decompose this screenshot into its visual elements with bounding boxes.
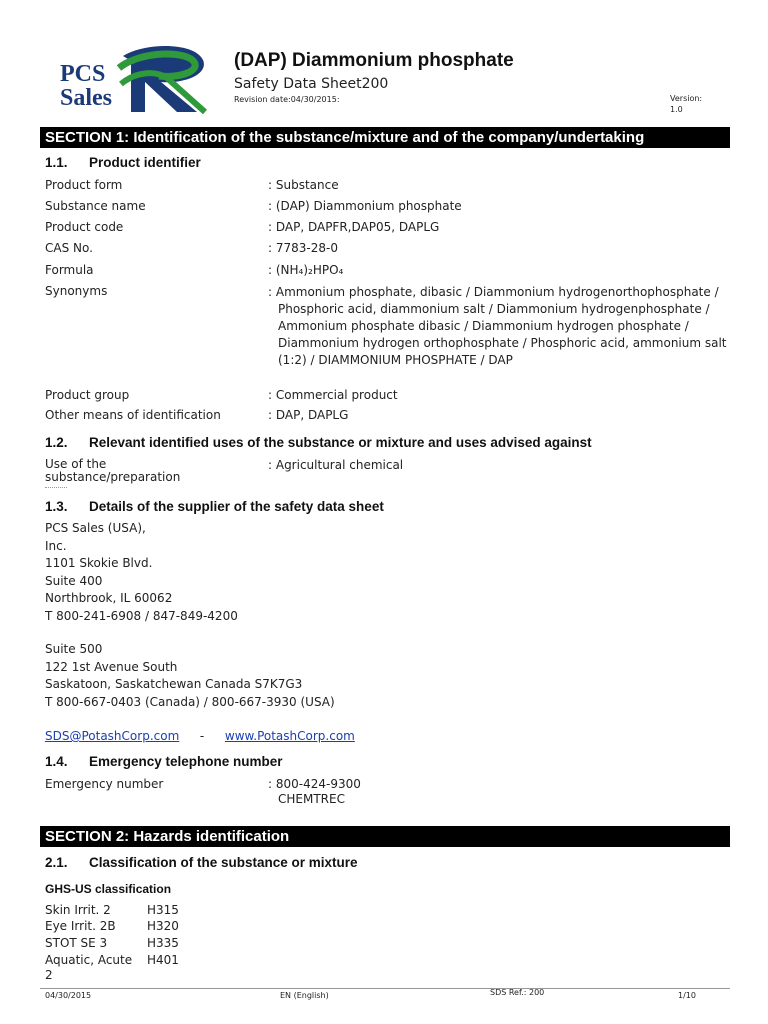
address-line: Inc. xyxy=(45,538,67,553)
subsection-title: Product identifier xyxy=(89,155,201,170)
address-line: PCS Sales (USA), xyxy=(45,521,146,535)
supplier-address-canada xyxy=(45,641,335,711)
field-label: Substance name xyxy=(45,199,146,213)
logo-text xyxy=(60,62,112,110)
field-label: Synonyms xyxy=(45,284,108,298)
ghs-class: Eye Irrit. 2B xyxy=(45,919,116,933)
field-value: : Substance xyxy=(268,178,339,192)
subsection-1-4-heading xyxy=(45,754,283,769)
document-subtitle: Safety Data Sheet200 xyxy=(234,76,389,92)
subsection-1-2-heading xyxy=(45,435,592,450)
divider xyxy=(45,487,67,488)
section-1-header: SECTION 1: Identification of the substance/mixture and of the company/undertaking xyxy=(40,127,730,148)
section-2-header: SECTION 2: Hazards identification xyxy=(40,826,730,847)
address-line: 1101 Skokie Blvd. xyxy=(45,556,153,570)
emergency-phone: : 800-424-9300 xyxy=(268,777,361,791)
ghs-code: H315 xyxy=(147,903,179,917)
footer-date: 04/30/2015 xyxy=(45,991,92,1000)
ghs-class-line: 2 xyxy=(45,968,53,982)
field-label: Product code xyxy=(45,220,124,234)
ghs-code: H335 xyxy=(147,936,179,950)
footer-language: EN (English) xyxy=(280,991,329,1000)
link-separator: - xyxy=(199,729,205,743)
pcs-sales-logo xyxy=(60,44,220,114)
subsection-number: 1.4. xyxy=(45,754,68,769)
version-label: Version: xyxy=(670,94,703,103)
ghs-class xyxy=(45,953,132,983)
emergency-service: CHEMTREC xyxy=(278,792,345,806)
subsection-2-1-heading xyxy=(45,855,358,870)
address-line: T 800-241-6908 / 847-849-4200 xyxy=(45,608,238,623)
subsection-1-3-heading xyxy=(45,499,384,514)
address-line: T 800-667-0403 (Canada) / 800-667-3930 (USA) xyxy=(45,694,335,709)
subsection-title: Classification of the substance or mixture xyxy=(89,855,358,870)
emergency-label: Emergency number xyxy=(45,777,164,791)
use-label-line1: Use of the xyxy=(45,457,107,471)
footer-divider xyxy=(40,988,730,989)
contact-links xyxy=(45,729,355,743)
ghs-class: STOT SE 3 xyxy=(45,936,108,950)
document-title: (DAP) Diammonium phosphate xyxy=(234,50,514,71)
footer-page-number: 1/10 xyxy=(678,991,696,1000)
ghs-class-line: Aquatic, Acute xyxy=(45,953,133,967)
field-label: Other means of identification xyxy=(45,408,221,422)
emergency-value xyxy=(268,777,361,807)
footer-sds-ref: SDS Ref.: 200 xyxy=(490,988,545,997)
field-value: : 7783-28-0 xyxy=(268,241,338,255)
field-label: CAS No. xyxy=(45,241,93,255)
ghs-class: Skin Irrit. 2 xyxy=(45,903,111,917)
subsection-number: 1.1. xyxy=(45,155,68,170)
field-label: Product group xyxy=(45,388,130,402)
use-value: : Agricultural chemical xyxy=(268,458,404,472)
email-link[interactable]: SDS@PotashCorp.com xyxy=(45,729,180,743)
subsection-number: 2.1. xyxy=(45,855,68,870)
version-value: 1.0 xyxy=(670,105,683,114)
field-value: : (NH₄)₂HPO₄ xyxy=(268,263,344,277)
subsection-number: 1.3. xyxy=(45,499,68,514)
subsection-title: Emergency telephone number xyxy=(89,754,283,769)
subsection-title: Relevant identified uses of the substance or mixture and uses advised against xyxy=(89,435,592,450)
address-line: Northbrook, IL 60062 xyxy=(45,591,173,605)
use-label xyxy=(45,458,180,484)
address-line: Saskatoon, Saskatchewan Canada S7K7G3 xyxy=(45,677,303,691)
ghs-heading: GHS-US classification xyxy=(45,882,172,896)
field-label: Product form xyxy=(45,178,123,192)
subsection-1-1-heading xyxy=(45,155,201,170)
synonyms-value: : Ammonium phosphate, dibasic / Diammonium hydrogenorthophosphate / Phosphoric acid, diammonium salt / Diammonium hydrogenphosphate / Ammonium phosphate dibasic / Diammonium hydrogen phosphate / Diammonium hydrogen orthophosphate / Phosphoric acid, ammonium salt (1:2) / DIAMMONIUM PHOSPHATE / DAP xyxy=(268,285,727,367)
field-value: : DAP, DAPLG xyxy=(268,408,349,422)
field-label: Formula xyxy=(45,263,94,277)
address-line: Suite 400 xyxy=(45,573,103,588)
use-label-line2: substance/preparation xyxy=(45,470,181,484)
field-value: : Commercial product xyxy=(268,388,398,402)
revision-date: Revision date:04/30/2015: xyxy=(234,95,340,104)
version xyxy=(670,93,730,115)
supplier-address-usa xyxy=(45,520,238,625)
subsection-title: Details of the supplier of the safety data sheet xyxy=(89,499,384,514)
address-line: 122 1st Avenue South xyxy=(45,659,178,674)
website-link[interactable]: www.PotashCorp.com xyxy=(224,729,355,743)
ghs-code: H320 xyxy=(147,919,179,933)
field-value: : (DAP) Diammonium phosphate xyxy=(268,199,462,213)
subsection-number: 1.2. xyxy=(45,435,68,450)
ghs-code: H401 xyxy=(147,953,179,967)
logo-swoosh-icon xyxy=(115,44,215,114)
address-line: Suite 500 xyxy=(45,642,103,656)
field-value: : DAP, DAPFR,DAP05, DAPLG xyxy=(268,220,440,234)
logo-text-pcs: PCS xyxy=(60,61,106,87)
logo-text-sales: Sales xyxy=(60,85,113,111)
